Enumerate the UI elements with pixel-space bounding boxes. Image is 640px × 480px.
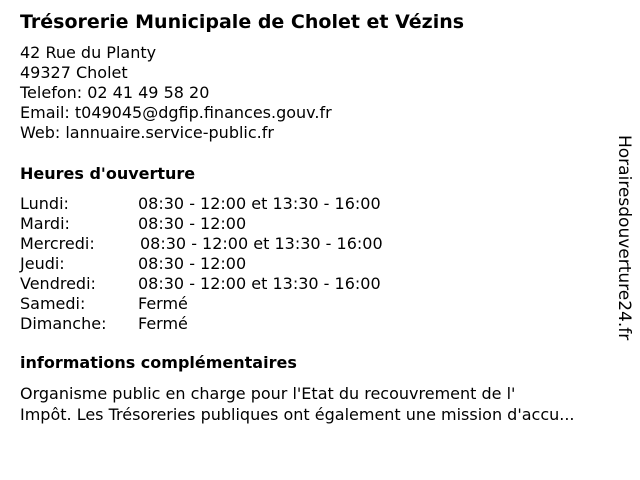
- hours-row: [20, 294, 440, 314]
- hours-heading: Heures d'ouverture: [20, 164, 196, 183]
- hours-time: 08:30 - 12:00 et 13:30 - 16:00: [138, 194, 381, 213]
- info-heading: informations complémentaires: [20, 353, 297, 372]
- hours-time: 08:30 - 12:00: [138, 254, 247, 273]
- address-phone: Telefon: 02 41 49 58 20: [20, 83, 210, 102]
- watermark: [613, 135, 635, 350]
- hours-table: [20, 194, 440, 334]
- address-city: 49327 Cholet: [20, 63, 128, 82]
- page-title: Trésorerie Municipale de Cholet et Vézins: [20, 11, 465, 33]
- hours-day: Lundi:: [20, 194, 69, 213]
- info-description: [20, 383, 575, 425]
- hours-row: [20, 234, 440, 254]
- hours-time: 08:30 - 12:00 et 13:30 - 16:00: [138, 274, 381, 293]
- hours-day: Samedi:: [20, 294, 86, 313]
- hours-day: Jeudi:: [20, 254, 65, 273]
- hours-day: Mardi:: [20, 214, 70, 233]
- hours-time: 08:30 - 12:00 et 13:30 - 16:00: [140, 234, 383, 253]
- address-block: [20, 43, 332, 143]
- address-street: 42 Rue du Planty: [20, 43, 157, 62]
- hours-time: Fermé: [138, 314, 188, 333]
- hours-day: Dimanche:: [20, 314, 107, 333]
- hours-day: Vendredi:: [20, 274, 96, 293]
- hours-row: [20, 274, 440, 294]
- hours-row: [20, 194, 440, 214]
- info-line: Impôt. Les Trésoreries publiques ont également une mission d'accu...: [20, 405, 575, 424]
- hours-row: [20, 314, 440, 334]
- watermark-text: Horairesdouverture24.fr: [614, 135, 634, 341]
- hours-day: Mercredi:: [20, 234, 95, 253]
- address-email: Email: t049045@dgfip.finances.gouv.fr: [20, 103, 332, 122]
- hours-time: 08:30 - 12:00: [138, 214, 247, 233]
- hours-row: [20, 254, 440, 274]
- address-web: Web: lannuaire.service-public.fr: [20, 123, 274, 142]
- hours-row: [20, 214, 440, 234]
- info-line: Organisme public en charge pour l'Etat du recouvrement de l': [20, 384, 516, 403]
- hours-time: Fermé: [138, 294, 188, 313]
